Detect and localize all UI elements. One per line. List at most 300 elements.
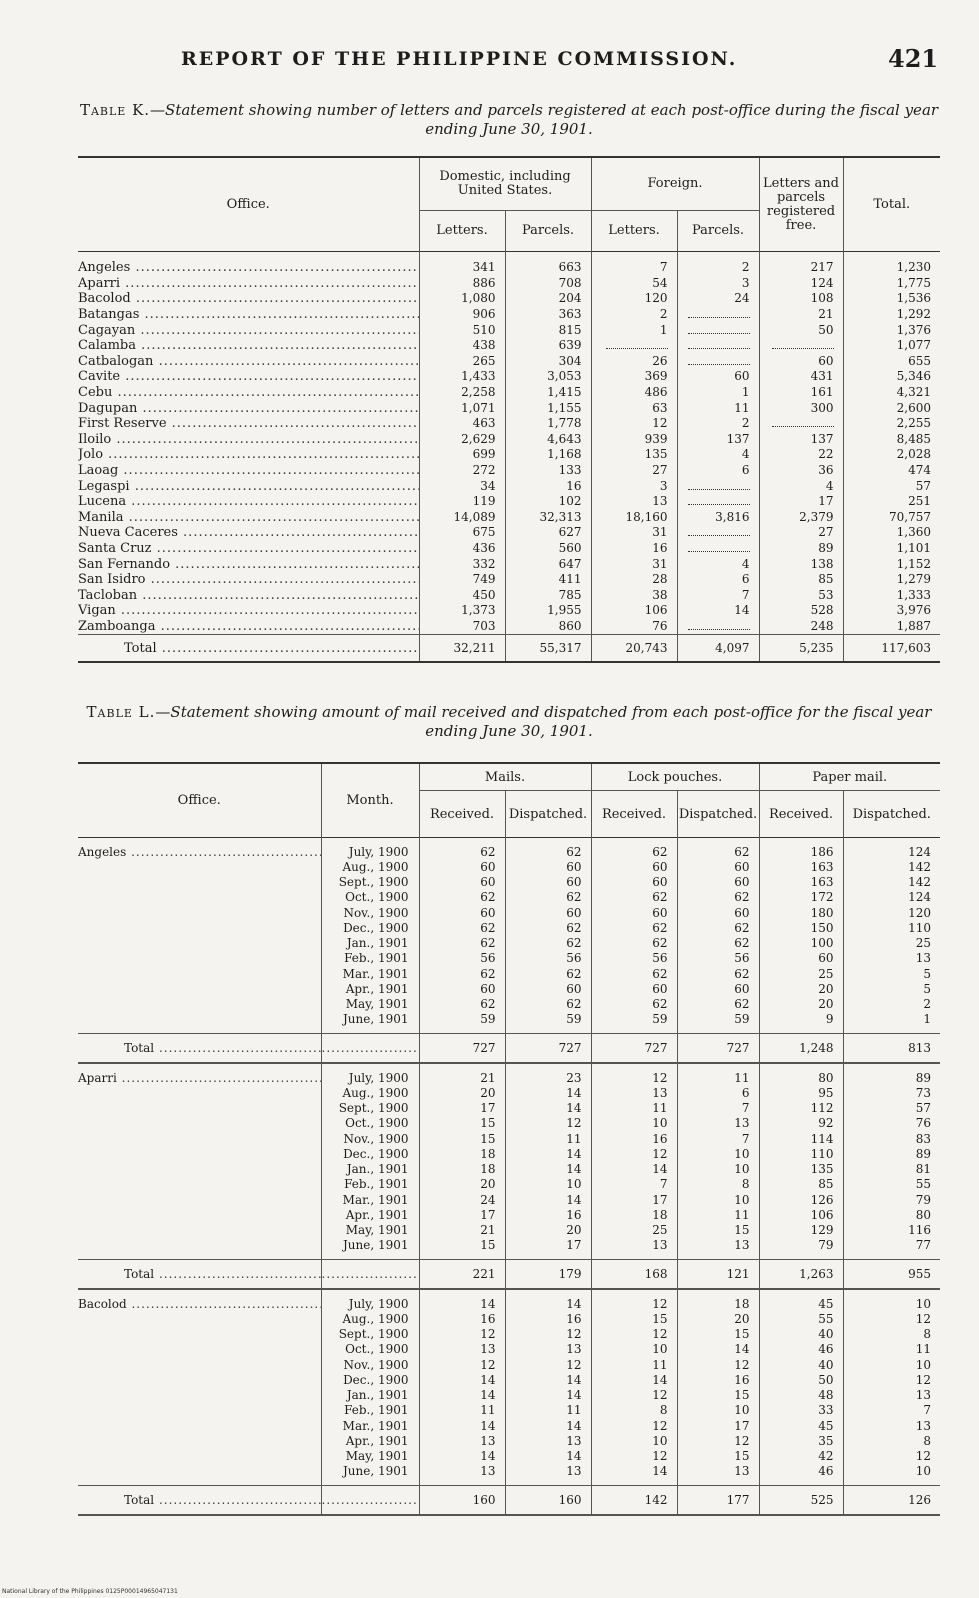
table-cell: 11 xyxy=(419,1403,505,1418)
table-cell: 57 xyxy=(843,1101,940,1116)
office-blank xyxy=(78,1342,321,1357)
table-cell: 1,433 xyxy=(419,369,505,385)
table-row xyxy=(78,1238,940,1253)
domestic-letters-header: Letters. xyxy=(419,211,505,252)
month-cell: Apr., 1901 xyxy=(321,1207,419,1222)
table-row xyxy=(78,510,940,526)
table-cell xyxy=(677,525,759,541)
table-cell: 438 xyxy=(419,338,505,354)
table-cell: 1,778 xyxy=(505,416,591,432)
table-cell: 12 xyxy=(591,1327,677,1342)
table-cell: 5 xyxy=(843,966,940,981)
table-cell: 28 xyxy=(591,572,677,588)
month-cell: Aug., 1900 xyxy=(321,859,419,874)
table-row xyxy=(78,1357,940,1372)
month-cell: Oct., 1900 xyxy=(321,1116,419,1131)
table-cell: 62 xyxy=(419,890,505,905)
table-cell: 1,230 xyxy=(843,252,940,276)
table-k-caption-text: —Statement showing number of letters and parcels registered at each post-office during the fiscal year ending June 30, 1901. xyxy=(150,101,939,138)
table-cell: 16 xyxy=(505,1311,591,1326)
table-cell: 59 xyxy=(591,1012,677,1027)
office-name: Angeles ..... xyxy=(78,838,321,860)
table-cell: 647 xyxy=(505,556,591,572)
month-cell: Feb., 1901 xyxy=(321,1403,419,1418)
table-cell: 2,258 xyxy=(419,385,505,401)
table-cell: 15 xyxy=(419,1238,505,1253)
table-cell: 13 xyxy=(505,1464,591,1479)
table-cell: 15 xyxy=(591,1311,677,1326)
table-cell: 8 xyxy=(843,1327,940,1342)
table-cell: 15 xyxy=(677,1449,759,1464)
table-cell: 95 xyxy=(759,1085,843,1100)
office-blank xyxy=(78,1101,321,1116)
table-cell: 116 xyxy=(843,1223,940,1238)
table-cell: 5 xyxy=(843,981,940,996)
table-cell: 1,080 xyxy=(419,291,505,307)
table-cell: 62 xyxy=(591,936,677,951)
office-name: Cagayan ..... xyxy=(78,322,419,338)
office-name: Batangas ..... xyxy=(78,307,419,323)
table-cell: 102 xyxy=(505,494,591,510)
office-name: Zamboanga ..... xyxy=(78,619,419,635)
table-row xyxy=(78,1327,940,1342)
office-blank xyxy=(78,875,321,890)
table-cell: 38 xyxy=(591,587,677,603)
office-blank xyxy=(78,966,321,981)
table-cell: 12 xyxy=(419,1327,505,1342)
total-month-leader xyxy=(321,1034,419,1064)
table-cell: 36 xyxy=(759,463,843,479)
table-cell: 9 xyxy=(759,1012,843,1027)
month-cell: Nov., 1900 xyxy=(321,1357,419,1372)
paper-dispatched-header: Dispatched. xyxy=(843,791,940,838)
table-k-label: Table K. xyxy=(79,101,151,119)
month-cell: May, 1901 xyxy=(321,1223,419,1238)
table-cell: 45 xyxy=(759,1289,843,1311)
table-cell: 54 xyxy=(591,276,677,292)
office-blank xyxy=(78,1085,321,1100)
table-row xyxy=(78,572,940,588)
table-cell: 1 xyxy=(843,1012,940,1027)
table-cell: 14 xyxy=(505,1449,591,1464)
table-cell: 3,976 xyxy=(843,603,940,619)
month-cell: June, 1901 xyxy=(321,1464,419,1479)
table-cell: 120 xyxy=(843,905,940,920)
table-cell: 708 xyxy=(505,276,591,292)
table-cell: 53 xyxy=(759,587,843,603)
table-cell: 248 xyxy=(759,619,843,635)
table-cell: 46 xyxy=(759,1342,843,1357)
month-cell: Oct., 1900 xyxy=(321,1342,419,1357)
office-name: San Isidro ..... xyxy=(78,572,419,588)
table-cell: 15 xyxy=(677,1327,759,1342)
table-cell: 48 xyxy=(759,1388,843,1403)
table-cell: 126 xyxy=(759,1192,843,1207)
empty-leader xyxy=(688,356,750,365)
table-row xyxy=(78,354,940,370)
table-row xyxy=(78,1403,940,1418)
table-cell: 13 xyxy=(677,1464,759,1479)
month-cell: Dec., 1900 xyxy=(321,920,419,935)
table-cell: 300 xyxy=(759,400,843,416)
table-cell: 14 xyxy=(505,1372,591,1387)
table-cell: 108 xyxy=(759,291,843,307)
empty-leader xyxy=(772,418,834,427)
table-cell: 106 xyxy=(591,603,677,619)
table-row xyxy=(78,920,940,935)
office-name: Manila ..... xyxy=(78,510,419,526)
table-cell: 83 xyxy=(843,1131,940,1146)
table-row xyxy=(78,1388,940,1403)
month-cell: July, 1900 xyxy=(321,838,419,860)
table-cell: 120 xyxy=(591,291,677,307)
table-cell: 62 xyxy=(505,890,591,905)
office-name: Santa Cruz ..... xyxy=(78,541,419,557)
table-cell: 7 xyxy=(591,252,677,276)
table-cell: 20 xyxy=(759,997,843,1012)
table-cell: 12 xyxy=(591,1388,677,1403)
table-cell: 13 xyxy=(843,1418,940,1433)
table-cell: 62 xyxy=(677,838,759,860)
table-cell: 56 xyxy=(677,951,759,966)
table-cell: 85 xyxy=(759,1177,843,1192)
office-name: Angeles ..... xyxy=(78,252,419,276)
table-cell: 60 xyxy=(591,875,677,890)
table-row xyxy=(78,1012,940,1027)
empty-leader xyxy=(688,621,750,630)
table-cell: 1,536 xyxy=(843,291,940,307)
table-cell: 4 xyxy=(677,556,759,572)
table-row xyxy=(78,1372,940,1387)
office-name: Aparri ..... xyxy=(78,276,419,292)
table-row xyxy=(78,951,940,966)
total-cell: 177 xyxy=(677,1486,759,1516)
office-blank xyxy=(78,1012,321,1027)
table-row xyxy=(78,1449,940,1464)
table-cell: 16 xyxy=(591,1131,677,1146)
table-cell: 906 xyxy=(419,307,505,323)
table-cell: 411 xyxy=(505,572,591,588)
month-cell: June, 1901 xyxy=(321,1012,419,1027)
office-blank xyxy=(78,1207,321,1222)
table-row xyxy=(78,291,940,307)
table-row xyxy=(78,1116,940,1131)
table-cell: 62 xyxy=(677,966,759,981)
total-cell: 727 xyxy=(505,1034,591,1064)
table-cell: 1,279 xyxy=(843,572,940,588)
month-cell: Apr., 1901 xyxy=(321,981,419,996)
table-cell: 60 xyxy=(419,905,505,920)
office-name: Tacloban ..... xyxy=(78,587,419,603)
month-cell: Dec., 1900 xyxy=(321,1372,419,1387)
table-cell: 14 xyxy=(419,1449,505,1464)
table-cell: 55 xyxy=(843,1177,940,1192)
table-row xyxy=(78,1085,940,1100)
office-blank xyxy=(78,859,321,874)
table-cell: 62 xyxy=(505,936,591,951)
table-row xyxy=(78,1464,940,1479)
office-blank xyxy=(78,1403,321,1418)
table-cell: 13 xyxy=(419,1342,505,1357)
month-cell: July, 1900 xyxy=(321,1063,419,1085)
table-cell: 699 xyxy=(419,447,505,463)
mails-header: Mails. xyxy=(419,763,591,791)
table-cell: 17 xyxy=(591,1192,677,1207)
table-cell: 13 xyxy=(843,951,940,966)
table-cell xyxy=(759,416,843,432)
table-cell: 50 xyxy=(759,322,843,338)
table-cell: 62 xyxy=(591,966,677,981)
table-cell: 59 xyxy=(419,1012,505,1027)
office-name: San Fernando ..... xyxy=(78,556,419,572)
table-row xyxy=(78,603,940,619)
table-cell: 100 xyxy=(759,936,843,951)
empty-leader xyxy=(688,325,750,334)
table-cell: 2,255 xyxy=(843,416,940,432)
table-cell: 15 xyxy=(677,1223,759,1238)
table-cell: 1,373 xyxy=(419,603,505,619)
office-blank xyxy=(78,1327,321,1342)
table-cell xyxy=(677,354,759,370)
table-cell: 1,955 xyxy=(505,603,591,619)
table-cell: 3 xyxy=(591,478,677,494)
table-cell: 10 xyxy=(505,1177,591,1192)
table-cell: 463 xyxy=(419,416,505,432)
table-cell: 62 xyxy=(591,997,677,1012)
table-cell: 8 xyxy=(843,1433,940,1448)
table-cell: 510 xyxy=(419,322,505,338)
table-row xyxy=(78,619,940,635)
table-cell: 369 xyxy=(591,369,677,385)
table-cell: 675 xyxy=(419,525,505,541)
month-cell: July, 1900 xyxy=(321,1289,419,1311)
table-cell: 79 xyxy=(843,1192,940,1207)
table-cell: 10 xyxy=(843,1357,940,1372)
table-cell: 24 xyxy=(677,291,759,307)
office-name: Iloilo ..... xyxy=(78,432,419,448)
office-name: Laoag ..... xyxy=(78,463,419,479)
table-cell: 46 xyxy=(759,1464,843,1479)
table-row xyxy=(78,276,940,292)
table-cell: 1,775 xyxy=(843,276,940,292)
month-cell: May, 1901 xyxy=(321,1449,419,1464)
table-cell: 7 xyxy=(677,587,759,603)
total-cell: 727 xyxy=(677,1034,759,1064)
table-cell: 76 xyxy=(843,1116,940,1131)
table-cell: 11 xyxy=(843,1342,940,1357)
table-cell: 11 xyxy=(591,1357,677,1372)
table-cell: 939 xyxy=(591,432,677,448)
table-cell: 1,152 xyxy=(843,556,940,572)
table-cell: 89 xyxy=(759,541,843,557)
table-cell: 860 xyxy=(505,619,591,635)
table-cell: 40 xyxy=(759,1357,843,1372)
table-cell: 2 xyxy=(843,997,940,1012)
table-cell: 13 xyxy=(505,1433,591,1448)
table-cell: 3,816 xyxy=(677,510,759,526)
table-cell: 431 xyxy=(759,369,843,385)
table-cell: 20 xyxy=(677,1311,759,1326)
table-cell: 60 xyxy=(677,875,759,890)
table-cell: 20 xyxy=(505,1223,591,1238)
table-cell: 4 xyxy=(677,447,759,463)
table-cell: 35 xyxy=(759,1433,843,1448)
office-blank xyxy=(78,1177,321,1192)
table-cell: 10 xyxy=(591,1116,677,1131)
month-cell: Nov., 1900 xyxy=(321,1131,419,1146)
table-cell: 12 xyxy=(677,1357,759,1372)
table-cell: 135 xyxy=(591,447,677,463)
office-name: Catbalogan ..... xyxy=(78,354,419,370)
table-row xyxy=(78,1311,940,1326)
table-cell: 13 xyxy=(419,1433,505,1448)
table-cell: 62 xyxy=(419,838,505,860)
office-blank xyxy=(78,890,321,905)
table-cell: 129 xyxy=(759,1223,843,1238)
table-row xyxy=(78,385,940,401)
table-cell: 528 xyxy=(759,603,843,619)
table-cell: 2 xyxy=(677,416,759,432)
table-cell xyxy=(759,338,843,354)
table-cell: 749 xyxy=(419,572,505,588)
table-row xyxy=(78,936,940,951)
table-cell: 14 xyxy=(505,1289,591,1311)
total-row xyxy=(78,1486,940,1516)
table-cell: 272 xyxy=(419,463,505,479)
total-cell: 5,235 xyxy=(759,635,843,663)
table-cell: 12 xyxy=(591,416,677,432)
empty-leader xyxy=(688,496,750,505)
table-cell: 60 xyxy=(591,905,677,920)
month-cell: Mar., 1901 xyxy=(321,966,419,981)
office-blank xyxy=(78,951,321,966)
table-cell: 627 xyxy=(505,525,591,541)
table-cell: 1,887 xyxy=(843,619,940,635)
table-cell: 124 xyxy=(759,276,843,292)
table-cell: 92 xyxy=(759,1116,843,1131)
table-cell: 14 xyxy=(591,1372,677,1387)
table-cell: 450 xyxy=(419,587,505,603)
table-cell: 59 xyxy=(677,1012,759,1027)
table-row xyxy=(78,1418,940,1433)
table-cell: 16 xyxy=(591,541,677,557)
table-cell: 12 xyxy=(843,1311,940,1326)
table-cell: 14 xyxy=(505,1192,591,1207)
table-cell: 3,053 xyxy=(505,369,591,385)
table-cell: 60 xyxy=(505,875,591,890)
office-blank xyxy=(78,1433,321,1448)
month-cell: May, 1901 xyxy=(321,997,419,1012)
table-cell: 62 xyxy=(505,920,591,935)
month-cell: Aug., 1900 xyxy=(321,1311,419,1326)
office-name: Calamba ..... xyxy=(78,338,419,354)
table-cell: 17 xyxy=(759,494,843,510)
table-cell: 60 xyxy=(591,859,677,874)
running-title: REPORT OF THE PHILIPPINE COMMISSION. xyxy=(181,48,738,70)
table-cell: 10 xyxy=(843,1464,940,1479)
table-cell: 13 xyxy=(591,1085,677,1100)
office-name: Dagupan ..... xyxy=(78,400,419,416)
total-label: Total ..... xyxy=(78,1260,321,1290)
table-cell: 2,629 xyxy=(419,432,505,448)
table-row xyxy=(78,587,940,603)
office-blank xyxy=(78,1192,321,1207)
total-cell: 221 xyxy=(419,1260,505,1290)
table-row xyxy=(78,890,940,905)
table-cell: 1,333 xyxy=(843,587,940,603)
table-cell: 31 xyxy=(591,525,677,541)
table-cell: 20 xyxy=(759,981,843,996)
month-cell: Sept., 1900 xyxy=(321,1327,419,1342)
table-cell: 62 xyxy=(677,890,759,905)
table-cell: 23 xyxy=(505,1063,591,1085)
month-cell: Apr., 1901 xyxy=(321,1433,419,1448)
table-cell: 10 xyxy=(677,1403,759,1418)
office-blank xyxy=(78,1238,321,1253)
table-cell: 14 xyxy=(505,1388,591,1403)
month-cell: Feb., 1901 xyxy=(321,951,419,966)
table-row xyxy=(78,1177,940,1192)
table-cell: 474 xyxy=(843,463,940,479)
table-row xyxy=(78,307,940,323)
month-cell: Sept., 1900 xyxy=(321,1101,419,1116)
table-cell: 106 xyxy=(759,1207,843,1222)
page-number: 421 xyxy=(888,44,939,73)
office-blank xyxy=(78,1418,321,1433)
total-cell: 4,097 xyxy=(677,635,759,663)
table-row xyxy=(78,525,940,541)
office-blank xyxy=(78,1449,321,1464)
office-name: Aparri ..... xyxy=(78,1063,321,1085)
table-cell: 62 xyxy=(677,920,759,935)
table-cell: 13 xyxy=(591,1238,677,1253)
table-cell: 14,089 xyxy=(419,510,505,526)
table-row xyxy=(78,369,940,385)
table-cell xyxy=(677,494,759,510)
table-row xyxy=(78,541,940,557)
mails-dispatched-header: Dispatched. xyxy=(505,791,591,838)
table-cell: 1 xyxy=(591,322,677,338)
table-cell: 27 xyxy=(591,463,677,479)
table-cell: 4,321 xyxy=(843,385,940,401)
total-label: Total ..... xyxy=(78,1486,321,1516)
table-cell: 180 xyxy=(759,905,843,920)
total-cell: 126 xyxy=(843,1486,940,1516)
table-row xyxy=(78,1223,940,1238)
table-cell: 332 xyxy=(419,556,505,572)
table-cell: 26 xyxy=(591,354,677,370)
table-cell: 25 xyxy=(591,1223,677,1238)
table-cell: 14 xyxy=(505,1085,591,1100)
table-cell: 18,160 xyxy=(591,510,677,526)
table-row xyxy=(78,432,940,448)
month-cell: Dec., 1900 xyxy=(321,1146,419,1161)
table-cell: 11 xyxy=(677,1207,759,1222)
table-cell: 56 xyxy=(505,951,591,966)
table-cell: 79 xyxy=(759,1238,843,1253)
office-blank xyxy=(78,936,321,951)
table-cell: 13 xyxy=(419,1464,505,1479)
table-cell: 70,757 xyxy=(843,510,940,526)
total-month-leader xyxy=(321,1486,419,1516)
office-blank xyxy=(78,997,321,1012)
table-cell: 73 xyxy=(843,1085,940,1100)
total-cell: 813 xyxy=(843,1034,940,1064)
table-cell: 13 xyxy=(677,1116,759,1131)
table-cell: 10 xyxy=(843,1289,940,1311)
table-cell: 341 xyxy=(419,252,505,276)
table-row xyxy=(78,997,940,1012)
